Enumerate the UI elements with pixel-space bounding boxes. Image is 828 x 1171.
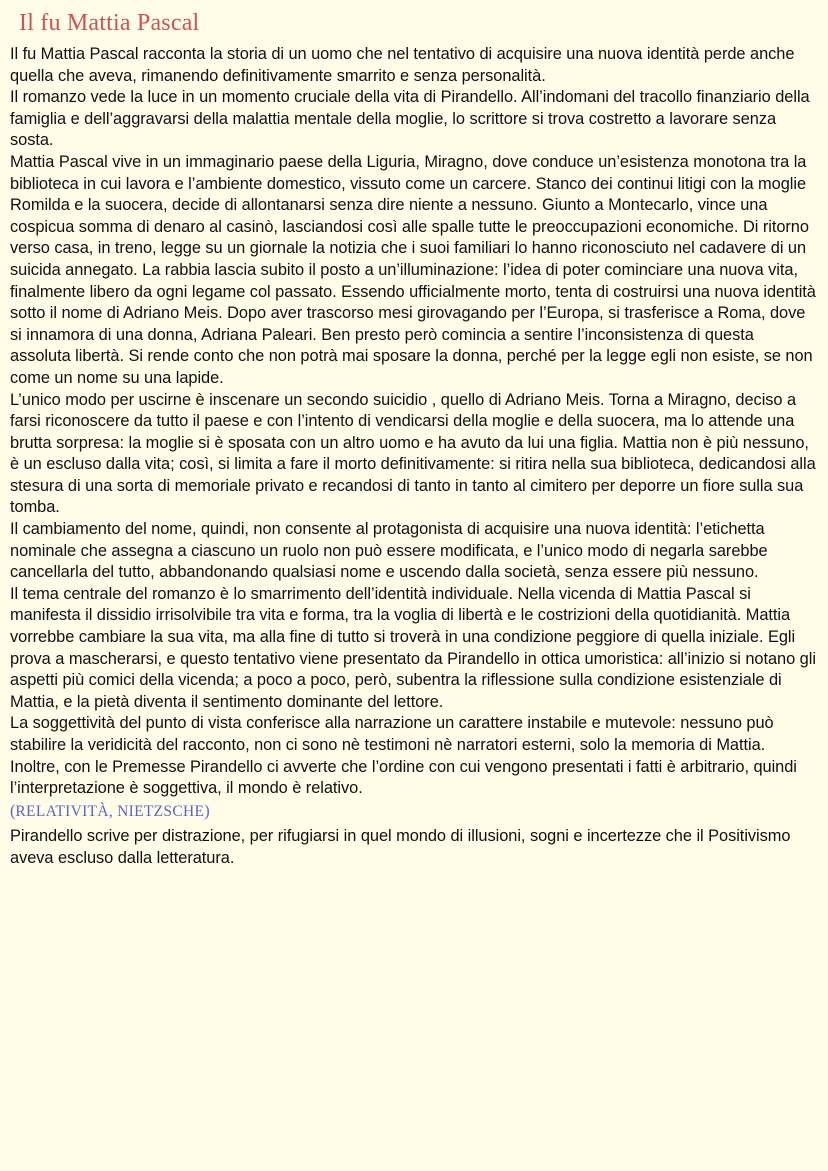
tag-line [10,800,816,823]
tag-open-paren: ( [10,800,16,820]
paragraph-context: Il romanzo vede la luce in un momento cruciale della vita di Pirandello. All’indomani del tracollo finanziario della famiglia e dell’aggravarsi della malattia mentale della moglie, lo scrittore si trova costretto a lavorare senza sosta. [10,88,810,150]
paragraph-plot: Mattia Pascal vive in un immaginario paese della Liguria, Miragno, dove conduce un’esistenza monotona tra la biblioteca in cui lavora e l’ambiente domestico, vissuto come un carcere. Stanco dei continui litigi con la moglie Romilda e la suocera, decide di allontanarsi senza dire niente a nessuno. Giunto a Montecarlo, vince una cospicua somma di denaro al casinò, lasciandosi così alle spalle tutte le preoccupazioni economiche. Di ritorno verso casa, in treno, legge su un giornale la notizia che i suoi familiari lo hanno riconosciuto nel cadavere di un suicida annegato. La rabbia lascia subito il posto a un’illuminazione: l’idea di poter cominciare una nuova vita, finalmente libero da ogni legame col passato. Essendo ufficialmente morto, tenta di costruirsi una nuova identità sotto il nome di Adriano Meis. Dopo aver trascorso mesi girovagando per l’Europa, si trasferisce a Roma, dove si innamora di una donna, Adriana Paleari. Ben presto però comincia a sentire l’inconsistenza di questa assoluta libertà. Si rende conto che non potrà mai sposare la donna, perché per la legge egli non esiste, se non come un nome su una lapide. [10,152,816,387]
paragraph-identity: Il cambiamento del nome, quindi, non consente al protagonista di acquisire una nuova identità: l’etichetta nominale che assegna a ciascuno un ruolo non può essere modificata, e l’unico modo di negarla sarebbe cancellarla del tutto, abbandonando qualsiasi nome e uscendo dalla società, senza essere più nessuno. [10,520,768,582]
document-body [10,44,816,870]
tag-relativita-nietzsche: RELATIVITÀ, NIETZSCHE [15,802,205,820]
tag-close-paren: ) [204,800,210,820]
paragraph-intro: Il fu Mattia Pascal racconta la storia di un uomo che nel tentativo di acquisire una nuova identità perde anche quella che aveva, rimanendo definitivamente smarrito e senza personalità. [10,45,795,85]
paragraph-ending: L’unico modo per uscirne è inscenare un secondo suicidio , quello di Adriano Meis. Torna a Miragno, deciso a farsi riconoscere da tutto il paese e con l’intento di vendicarsi della moglie e della suocera, ma lo attende una brutta sorpresa: la moglie si è sposata con un altro uomo e ha avuto da lui una figlia. Mattia non è più nessuno, è un escluso dalla vita; così, si limita a fare il morto definitivamente: si ritira nella sua biblioteca, dedicandosi alla stesura di una sorta di memoriale privato e recandosi di tanto in tanto al cimitero per deporre un fiore sulla sua tomba. [10,390,816,517]
paragraph-closing: Pirandello scrive per distrazione, per rifugiarsi in quel mondo di illusioni, sogni e incertezze che il Positivismo aveva escluso dalla letteratura. [10,827,791,867]
paragraph-subjectivity: La soggettività del punto di vista conferisce alla narrazione un carattere instabile e mutevole: nessuno può stabilire la veridicità del racconto, non ci sono nè testimoni nè narratori esterni, solo la memoria di Mattia. Inoltre, con le Premesse Pirandello ci avverte che l’ordine con cui vengono presentati i fatti è arbitrario, quindi l’interpretazione è soggettiva, il mondo è relativo. [10,714,797,798]
paragraph-theme: Il tema centrale del romanzo è lo smarrimento dell’identità individuale. Nella vicenda di Mattia Pascal si manifesta il dissidio irrisolvibile tra vita e forma, tra la voglia di libertà e le costrizioni della quotidianità. Mattia vorrebbe cambiare la sua vita, ma alla fine di tutto si troverà in una condizione peggiore di quella iniziale. Egli prova a mascherarsi, e questo tentativo viene presentato da Pirandello in ottica umoristica: all’inizio si notano gli aspetti più comici della vicenda; a poco a poco, però, subentra la riflessione sulla condizione esistenziale di Mattia, e la pietà diventa il sentimento dominante del lettore. [10,584,816,711]
document-title: Il fu Mattia Pascal [19,10,200,36]
